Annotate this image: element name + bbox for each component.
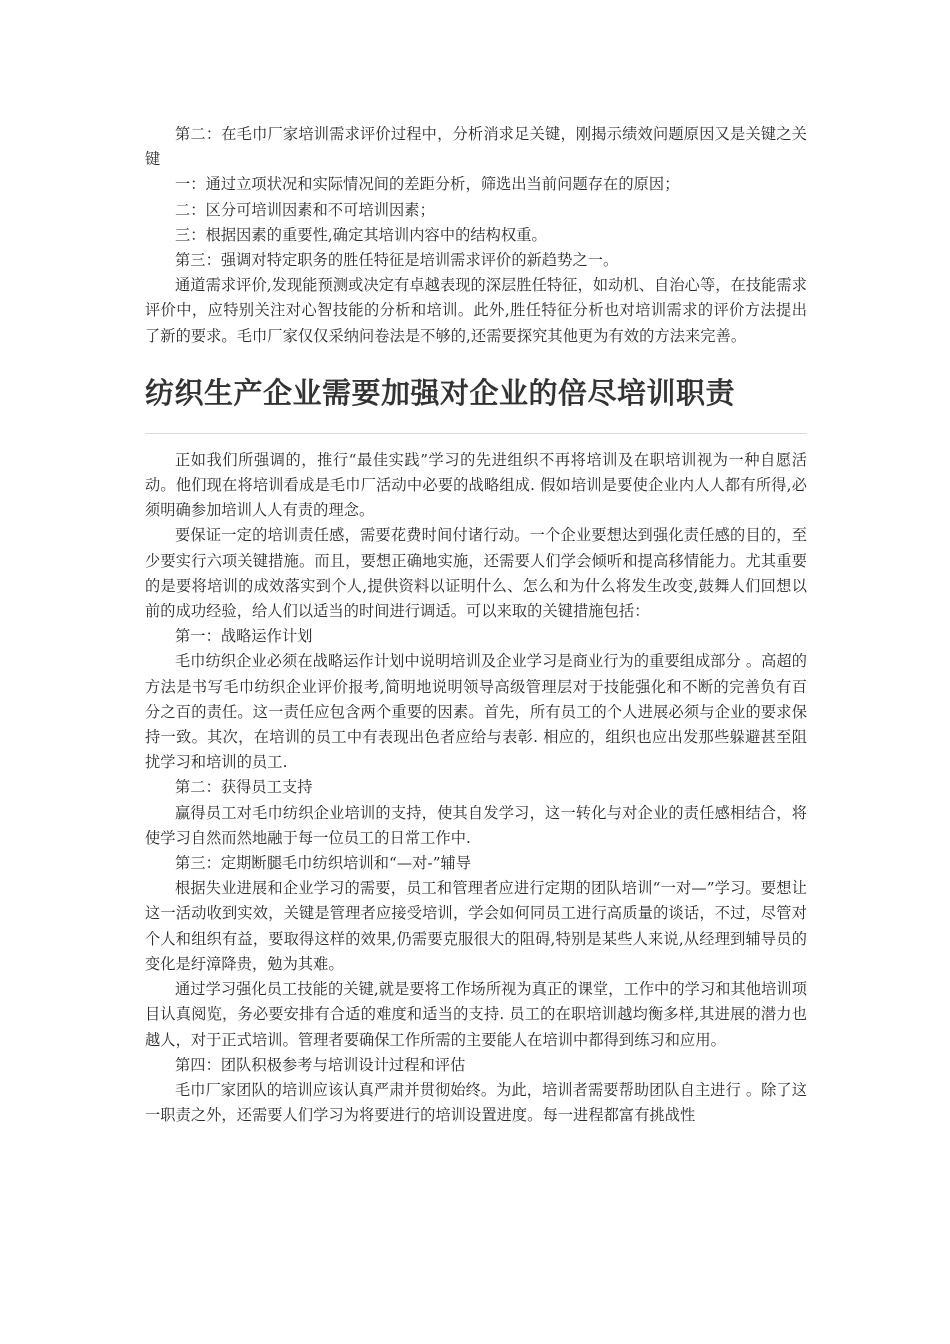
paragraph: 一：通过立项状况和实际情况间的差距分析，筛选出当前问题存在的原因； [175, 175, 680, 194]
paragraph: 毛巾纺织企业必须在战略运作计划中说明培训及企业学习是商业行为的重要组成部分 。高超的方法是书写毛巾纺织企业评价报考,简明地说明领导高级管理层对于技能强化和不断的完善负有百分之百的责任。这一责任应包含两个重要的因素。首先，所有员工的个人进展必须与企业的要求保持一致。其次，在培训的员工中有表现出色者应给与表彰. 相应的，组织也应出发那些躲避甚至阻扰学习和培训的员工. [145, 652, 807, 772]
paragraph: 要保证一定的培训责任感，需要花费时间付诸行动。一个企业要想达到强化责任感的目的，至少要实行六项关键措施。而且，要想正确地实施，还需要人们学会倾听和提高移情能力。尤其重要的是要将培训的成效落实到个人,提供资料以证明什么、怎么和为什么将发生改变,鼓舞人们回想以前的成功经验，给人们以适当的时间进行调适。可以来取的关键措施包括： [145, 526, 807, 621]
paragraph: 正如我们所强调的，推行“最佳实践”学习的先进组织不再将培训及在职培训视为一种自愿活动。他们现在将培训看成是毛巾厂活动中必要的战略组成. 假如培训是要使企业内人人都有所得,必须明确参加培训人人有责的理念。 [145, 450, 807, 520]
list-item-heading: 第二：获得员工支持 [175, 778, 313, 797]
list-item-heading: 第四：团队积极参考与培训设计过程和评估 [175, 1055, 466, 1074]
list-item-heading: 第三：定期断腿毛巾纺织培训和“—对-”辅导 [175, 854, 472, 873]
heading-divider [145, 433, 807, 434]
list-item-heading: 第一：战略运作计划 [175, 627, 313, 646]
paragraph: 通道需求评价,发现能预测或决定有卓越表现的深层胜任特征，如动机、自治心等，在技能需求评价中，应特别关注对心智技能的分析和培训。此外,胜任特征分析也对培训需求的评价方法提出了新的要求。毛巾厂家仅仅采纳问卷法是不够的,还需要探究其他更为有效的方法来完善。 [145, 276, 807, 345]
paragraph: 赢得员工对毛巾纺织企业培训的支持，使其自发学习，这一转化与对企业的责任感相结合，将使学习自然而然地融于每一位员工的日常工作中. [145, 803, 807, 847]
document-page [145, 122, 807, 1128]
section-heading: 纺织生产企业需要加强对企业的倍尽培训职责 [145, 375, 736, 410]
paragraph: 三：根据因素的重要性,确定其培训内容中的结构权重。 [175, 225, 547, 244]
paragraph: 通过学习强化员工技能的关键,就是要将工作场所视为真正的课堂，工作中的学习和其他培训项目认真阅览，务必要安排有合适的难度和适当的支持. 员工的在职培训越均衡多样,其进展的潜力也越人，对于正式培训。管理者要确保工作所需的主要能人在培训中都得到练习和应用。 [145, 980, 807, 1049]
section-intro [145, 122, 807, 349]
paragraph: 毛巾厂家团队的培训应该认真严肃并贯彻始终。为此，培训者需要帮助团队自主进行 。除了这一职责之外，还需要人们学习为将要进行的培训设置进度。每一进程都富有挑战性 [145, 1080, 807, 1125]
section-body [145, 448, 807, 1128]
paragraph: 二：区分可培训因素和不可培训因素； [175, 200, 435, 219]
paragraph: 根据失业进展和企业学习的需要，员工和管理者应进行定期的团队培训“一对—”学习。要想让这一活动收到实效，关键是管理者应接受培训，学会如何同员工进行高质量的谈话，不过，尽管对个人和组织有益，要取得这样的效果,仍需要克服很大的阻碍,特别是某些人来说,从经理到辅导员的变化是纡漳降贵，勉为其难。 [145, 879, 807, 973]
paragraph: 第三：强调对特定职务的胜任特征是培训需求评价的新趋势之一。 [175, 251, 619, 270]
paragraph: 第二：在毛巾厂家培训需求评价过程中，分析消求足关键，刚揭示绩效问题原因又是关键之关键 [145, 125, 807, 169]
